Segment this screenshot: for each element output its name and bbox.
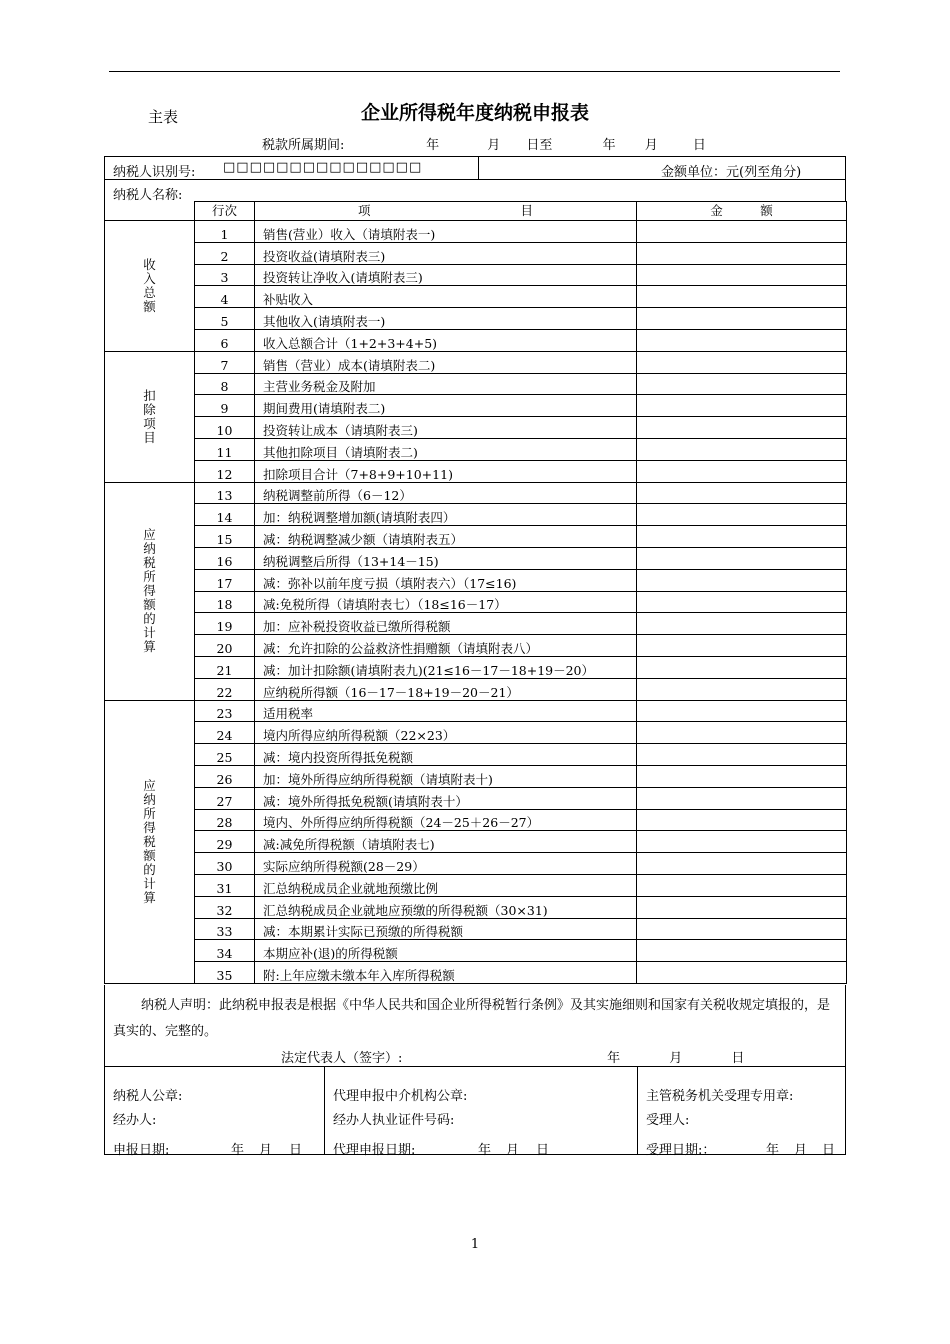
row-number: 25 <box>195 744 255 766</box>
decl-month: 月 <box>669 1051 683 1066</box>
item-name: 减：加计扣除额(请填附表九)(21≤16－17－18+19－20） <box>255 656 637 678</box>
receive-day: 日 <box>822 1143 836 1158</box>
table-row <box>105 438 847 460</box>
section-label-text: 扣除项目 <box>143 387 156 445</box>
table-row <box>105 613 847 635</box>
row-number: 23 <box>195 700 255 722</box>
item-name: 境内、外所得应纳所得税额（24－25＋26－27） <box>255 809 637 831</box>
row-number: 32 <box>195 896 255 918</box>
row-number: 13 <box>195 482 255 504</box>
amount-cell[interactable] <box>637 831 847 853</box>
amount-cell[interactable] <box>637 874 847 896</box>
item-name: 投资转让成本（请填附表三) <box>255 417 637 439</box>
agent-date-label: 代理申报日期: <box>333 1143 416 1158</box>
period-year-2: 年 <box>602 138 616 153</box>
table-row <box>105 635 847 657</box>
period-label: 税款所属期间: <box>262 138 345 153</box>
amount-cell[interactable] <box>637 308 847 330</box>
row-number: 15 <box>195 526 255 548</box>
amount-unit-label: 金额单位：元(列至角分) <box>661 165 802 180</box>
table-row <box>105 460 847 482</box>
amount-cell[interactable] <box>637 744 847 766</box>
header-item: 项 目 <box>255 202 637 221</box>
table-row <box>105 722 847 744</box>
taxpayer-id-label: 纳税人识别号: <box>113 165 196 180</box>
row-number: 34 <box>195 940 255 962</box>
table-row <box>105 395 847 417</box>
table-row <box>105 678 847 700</box>
section-label <box>105 700 195 983</box>
item-name: 减：纳税调整减少额（请填附表五） <box>255 526 637 548</box>
amount-cell[interactable] <box>637 482 847 504</box>
item-name: 减：境外所得抵免税额(请填附表十） <box>255 787 637 809</box>
table-row <box>105 351 847 373</box>
item-name: 加：应补税投资收益已缴所得税额 <box>255 613 637 635</box>
receiver-label: 受理人: <box>646 1113 690 1128</box>
tax-authority-column <box>638 1067 846 1158</box>
item-name: 减:减免所得税额（请填附表七) <box>255 831 637 853</box>
item-name: 境内所得应纳所得税额（22×23） <box>255 722 637 744</box>
table-row <box>105 940 847 962</box>
row-number: 19 <box>195 613 255 635</box>
period-day-to: 日至 <box>526 138 553 153</box>
item-name: 减：弥补以前年度亏损（填附表六）（17≤16) <box>255 569 637 591</box>
amount-cell[interactable] <box>637 656 847 678</box>
item-name: 汇总纳税成员企业就地应预缴的所得税额（30×31) <box>255 896 637 918</box>
section-label <box>105 221 195 352</box>
item-name: 减：允许扣除的公益救济性捐赠额（请填附表八） <box>255 635 637 657</box>
period-month-1: 月 <box>487 138 501 153</box>
table-row <box>105 373 847 395</box>
receive-year: 年 <box>766 1143 780 1158</box>
item-name: 实际应纳所得税额(28－29） <box>255 853 637 875</box>
amount-cell[interactable] <box>637 853 847 875</box>
table-row <box>105 242 847 264</box>
period-month-2: 月 <box>644 138 658 153</box>
items-table <box>104 201 847 984</box>
item-name: 销售(营业）收入（请填附表一) <box>255 221 637 243</box>
amount-cell[interactable] <box>637 221 847 243</box>
tax-period <box>262 134 706 153</box>
item-name: 适用税率 <box>255 700 637 722</box>
item-name: 本期应补(退)的所得税额 <box>255 940 637 962</box>
section-label-text: 应纳所得税额的计算 <box>143 777 156 905</box>
amount-cell[interactable] <box>637 765 847 787</box>
declaration-text: 纳税人声明：此纳税申报表是根据《中华人民共和国企业所得税暂行条例》及其实施细则和国家有关税收规定填报的，是真实的、完整的。 <box>113 998 831 1039</box>
row-number: 7 <box>195 351 255 373</box>
row-number: 28 <box>195 809 255 831</box>
row-number: 11 <box>195 438 255 460</box>
row-number: 21 <box>195 656 255 678</box>
form-title: 企业所得税年度纳税申报表 <box>360 102 589 124</box>
header-blank <box>105 202 195 221</box>
row-number: 22 <box>195 678 255 700</box>
item-name: 减：境内投资所得抵免税额 <box>255 744 637 766</box>
row-number: 29 <box>195 831 255 853</box>
top-rule <box>109 71 840 72</box>
item-name: 主营业务税金及附加 <box>255 373 637 395</box>
table-row <box>105 809 847 831</box>
taxpayer-seal-column <box>105 1067 325 1158</box>
agent-seal-label: 代理申报中介机构公章: <box>333 1089 468 1104</box>
table-row <box>105 264 847 286</box>
item-name: 期间费用(请填附表二) <box>255 395 637 417</box>
table-row <box>105 918 847 940</box>
amount-cell[interactable] <box>637 809 847 831</box>
amount-cell[interactable] <box>637 722 847 744</box>
item-name: 加：境外所得应纳所得税额（请填附表十) <box>255 765 637 787</box>
table-row <box>105 896 847 918</box>
signature-box <box>104 1067 846 1158</box>
table-row <box>105 853 847 875</box>
amount-cell[interactable] <box>637 547 847 569</box>
section-label-text: 应纳税所得额的计算 <box>143 527 156 655</box>
row-number: 12 <box>195 460 255 482</box>
row-number: 5 <box>195 308 255 330</box>
agent-license-label: 经办人执业证件号码: <box>333 1113 455 1128</box>
item-name: 销售（营业）成本(请填附表二) <box>255 351 637 373</box>
amount-cell[interactable] <box>637 329 847 351</box>
amount-cell[interactable] <box>637 373 847 395</box>
item-name: 其他扣除项目（请填附表二) <box>255 438 637 460</box>
item-name: 加：纳税调整增加额(请填附表四） <box>255 504 637 526</box>
agent-seal-column <box>325 1067 638 1158</box>
row-number: 1 <box>195 221 255 243</box>
amount-cell[interactable] <box>637 351 847 373</box>
row-number: 2 <box>195 242 255 264</box>
amount-cell[interactable] <box>637 896 847 918</box>
main-table-label: 主表 <box>148 108 179 126</box>
amount-cell[interactable] <box>637 569 847 591</box>
item-name: 减：本期累计实际已预缴的所得税额 <box>255 918 637 940</box>
item-name: 附:上年应缴未缴本年入库所得税额 <box>255 962 637 984</box>
amount-cell[interactable] <box>637 526 847 548</box>
amount-cell[interactable] <box>637 591 847 613</box>
agent-date-line <box>333 1139 549 1158</box>
table-row <box>105 874 847 896</box>
row-number: 17 <box>195 569 255 591</box>
item-name: 投资收益(请填附表三) <box>255 242 637 264</box>
row-number: 18 <box>195 591 255 613</box>
agent-year: 年 <box>478 1143 492 1158</box>
item-name: 减:免税所得（请填附表七）（18≤16－17） <box>255 591 637 613</box>
amount-cell[interactable] <box>637 286 847 308</box>
handler-label: 经办人: <box>113 1113 157 1128</box>
row-number: 4 <box>195 286 255 308</box>
row-number: 8 <box>195 373 255 395</box>
section-label <box>105 482 195 700</box>
table-row <box>105 482 847 504</box>
table-row <box>105 547 847 569</box>
row-number: 14 <box>195 504 255 526</box>
amount-cell[interactable] <box>637 417 847 439</box>
taxpayer-id-divider <box>478 156 479 180</box>
table-row <box>105 504 847 526</box>
table-row <box>105 962 847 984</box>
filing-month: 月 <box>259 1143 273 1158</box>
row-number: 20 <box>195 635 255 657</box>
table-row <box>105 286 847 308</box>
table-row <box>105 526 847 548</box>
item-name: 纳税调整前所得（6－12） <box>255 482 637 504</box>
declaration-box <box>104 985 846 1067</box>
row-number: 16 <box>195 547 255 569</box>
taxpayer-name-label: 纳税人名称: <box>113 188 183 203</box>
table-row <box>105 700 847 722</box>
taxpayer-id-boxes[interactable]: □□□□□□□□□□□□□□□ <box>223 160 423 175</box>
row-number: 30 <box>195 853 255 875</box>
amount-cell[interactable] <box>637 635 847 657</box>
row-number: 33 <box>195 918 255 940</box>
item-name: 其他收入(请填附表一) <box>255 308 637 330</box>
header-row-no: 行次 <box>195 202 255 221</box>
amount-cell[interactable] <box>637 264 847 286</box>
row-number: 10 <box>195 417 255 439</box>
filing-date-line <box>113 1139 302 1158</box>
row-number: 31 <box>195 874 255 896</box>
amount-cell[interactable] <box>637 700 847 722</box>
table-row <box>105 221 847 243</box>
row-number: 24 <box>195 722 255 744</box>
filing-year: 年 <box>231 1143 245 1158</box>
table-header-row <box>105 202 847 221</box>
amount-cell[interactable] <box>637 940 847 962</box>
table-row <box>105 787 847 809</box>
period-day-2: 日 <box>692 138 706 153</box>
row-number: 27 <box>195 787 255 809</box>
table-row <box>105 744 847 766</box>
table-row <box>105 417 847 439</box>
row-number: 9 <box>195 395 255 417</box>
agent-day: 日 <box>536 1143 550 1158</box>
taxpayer-name-row <box>104 179 846 202</box>
decl-day: 日 <box>731 1051 745 1066</box>
amount-cell[interactable] <box>637 962 847 984</box>
receive-date-line <box>646 1139 835 1158</box>
table-row <box>105 765 847 787</box>
page-number: 1 <box>470 1237 480 1252</box>
table-row <box>105 831 847 853</box>
receive-date-label: 受理日期:： <box>646 1143 716 1158</box>
receive-month: 月 <box>794 1143 808 1158</box>
row-number: 6 <box>195 329 255 351</box>
amount-cell[interactable] <box>637 242 847 264</box>
decl-year: 年 <box>607 1051 621 1066</box>
amount-cell[interactable] <box>637 787 847 809</box>
row-number: 26 <box>195 765 255 787</box>
amount-cell[interactable] <box>637 678 847 700</box>
taxpayer-id-row <box>104 156 846 180</box>
authority-seal-label: 主管税务机关受理专用章: <box>646 1089 794 1104</box>
item-name: 收入总额合计（1+2+3+4+5) <box>255 329 637 351</box>
filing-day: 日 <box>289 1143 303 1158</box>
period-year-1: 年 <box>426 138 440 153</box>
item-name: 应纳税所得额（16－17－18+19－20－21） <box>255 678 637 700</box>
item-name: 投资转让净收入(请填附表三) <box>255 264 637 286</box>
row-number: 3 <box>195 264 255 286</box>
item-name: 纳税调整后所得（13+14－15) <box>255 547 637 569</box>
amount-cell[interactable] <box>637 613 847 635</box>
agent-month: 月 <box>506 1143 520 1158</box>
item-name: 补贴收入 <box>255 286 637 308</box>
header-amount: 金 额 <box>637 202 847 221</box>
item-name: 汇总纳税成员企业就地预缴比例 <box>255 874 637 896</box>
amount-cell[interactable] <box>637 395 847 417</box>
table-row <box>105 656 847 678</box>
table-row <box>105 308 847 330</box>
table-row <box>105 329 847 351</box>
amount-cell[interactable] <box>637 460 847 482</box>
legal-rep-line <box>281 1047 744 1066</box>
section-label-text: 收入总额 <box>143 256 156 314</box>
amount-cell[interactable] <box>637 918 847 940</box>
table-row <box>105 569 847 591</box>
amount-cell[interactable] <box>637 438 847 460</box>
section-label <box>105 351 195 482</box>
legal-rep-label: 法定代表人（签字）: <box>281 1051 403 1066</box>
row-number: 35 <box>195 962 255 984</box>
taxpayer-seal-label: 纳税人公章: <box>113 1089 183 1104</box>
amount-cell[interactable] <box>637 504 847 526</box>
filing-date-label: 申报日期: <box>113 1143 170 1158</box>
table-row <box>105 591 847 613</box>
item-name: 扣除项目合计（7+8+9+10+11) <box>255 460 637 482</box>
